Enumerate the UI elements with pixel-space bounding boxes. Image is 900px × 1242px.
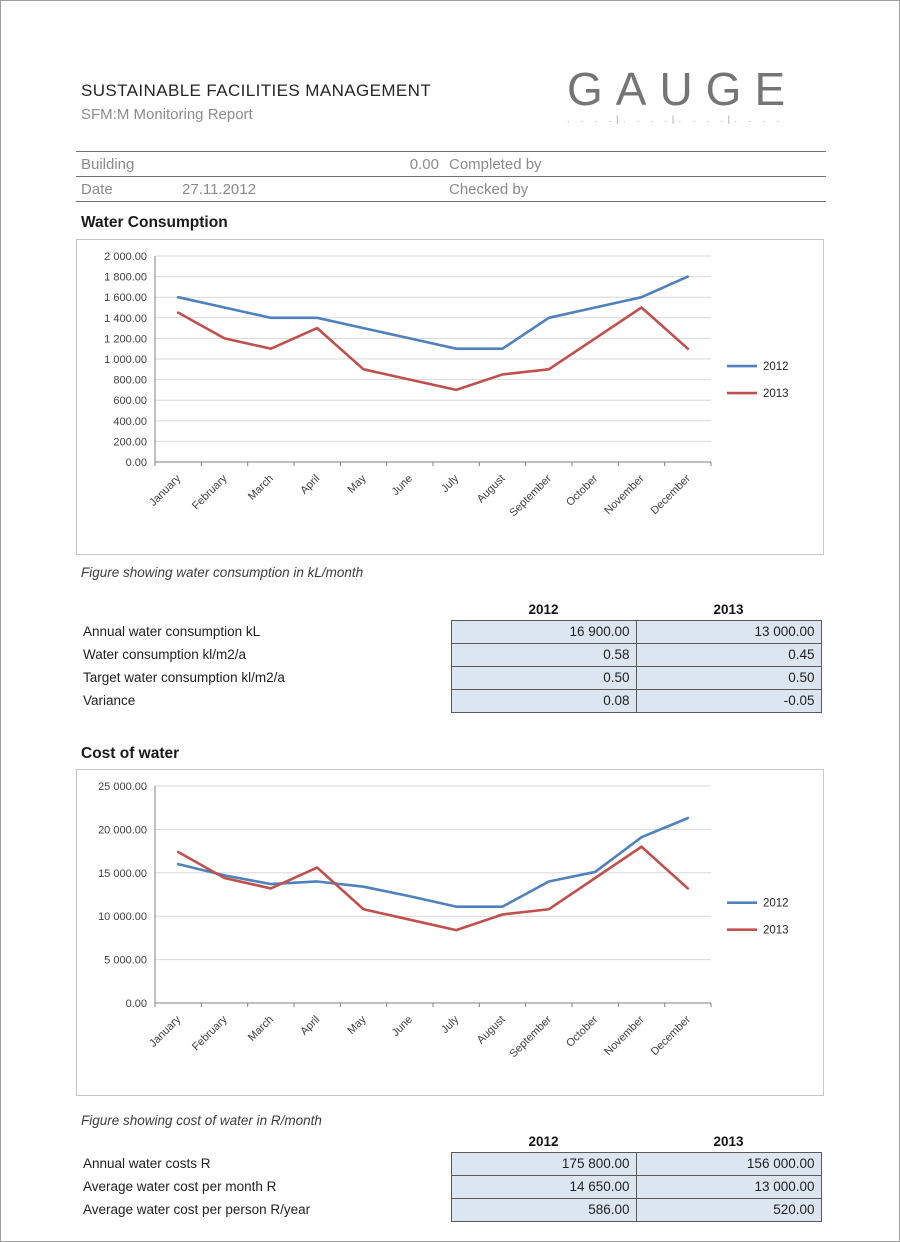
legend-label: 2012 xyxy=(763,897,789,910)
y-tick-label: 2 000.00 xyxy=(104,251,147,263)
column-header-empty xyxy=(81,599,451,620)
x-category-label: February xyxy=(190,1013,230,1054)
chart-canvas xyxy=(77,240,823,554)
date-label: Date xyxy=(81,180,113,198)
y-tick-label: 1 200.00 xyxy=(104,333,147,346)
y-tick-label: 1 000.00 xyxy=(104,354,147,366)
value-cell: 156 000.00 xyxy=(636,1152,821,1175)
x-category-label: June xyxy=(389,1013,415,1039)
x-category-label: August xyxy=(474,1013,508,1047)
row-label: Target water consumption kl/m2/a xyxy=(83,670,285,685)
info-row-date xyxy=(76,177,826,202)
table-header-row xyxy=(81,1131,821,1152)
value-cell: 13 000.00 xyxy=(636,1175,821,1198)
x-category-label: November xyxy=(602,1013,647,1059)
x-category-label: December xyxy=(648,472,693,518)
table-row xyxy=(81,1175,821,1198)
x-category-label: November xyxy=(602,472,647,518)
value-cell: 520.00 xyxy=(636,1198,821,1221)
value-cell: 13 000.00 xyxy=(636,620,821,643)
y-tick-label: 20 000.00 xyxy=(98,824,147,837)
x-category-label: October xyxy=(564,472,601,509)
value-cell: 0.45 xyxy=(636,643,821,666)
column-header-year: 2013 xyxy=(713,601,744,617)
building-value: 0.00 xyxy=(409,155,439,173)
y-tick-label: 400.00 xyxy=(113,415,147,428)
x-category-label: April xyxy=(298,1013,323,1038)
column-header-year: 2013 xyxy=(713,1133,744,1149)
water-consumption-summary-table xyxy=(81,599,822,713)
y-tick-label: 0.00 xyxy=(125,998,147,1010)
row-label: Annual water consumption kL xyxy=(83,624,261,639)
row-label: Average water cost per person R/year xyxy=(83,1202,311,1217)
checked-by-label: Checked by xyxy=(449,180,529,198)
y-tick-label: 10 000.00 xyxy=(98,911,147,924)
info-row-building xyxy=(76,152,826,177)
x-category-label: October xyxy=(564,1013,601,1050)
y-tick-label: 25 000.00 xyxy=(98,781,147,793)
row-label: Annual water costs R xyxy=(83,1156,211,1171)
report-info-table xyxy=(76,151,826,202)
row-label: Average water cost per month R xyxy=(83,1179,277,1194)
value-cell: 14 650.00 xyxy=(451,1175,636,1198)
cost-of-water-caption: Figure showing cost of water in R/month xyxy=(81,1113,322,1128)
x-category-label: August xyxy=(474,472,508,506)
y-tick-label: 200.00 xyxy=(113,436,147,449)
water-consumption-chart xyxy=(76,239,824,555)
y-tick-label: 1 800.00 xyxy=(104,271,147,284)
value-cell: 586.00 xyxy=(451,1198,636,1221)
value-cell: 16 900.00 xyxy=(451,620,636,643)
row-label: Variance xyxy=(83,693,136,708)
report-title: SUSTAINABLE FACILITIES MANAGEMENT xyxy=(81,81,432,100)
y-tick-label: 0.00 xyxy=(125,457,147,469)
table-row xyxy=(81,689,821,712)
x-category-label: January xyxy=(147,472,184,509)
cost-of-water-summary-table xyxy=(81,1131,822,1222)
x-category-label: March xyxy=(245,1013,276,1044)
section-title-cost-of-water: Cost of water xyxy=(81,745,180,762)
water-consumption-caption: Figure showing water consumption in kL/month xyxy=(81,565,364,580)
value-cell: -0.05 xyxy=(636,689,821,712)
gauge-logo-text: GAUGE xyxy=(567,63,799,115)
column-header-year: 2012 xyxy=(528,601,559,617)
cost-of-water-chart xyxy=(76,769,824,1096)
completed-by-label: Completed by xyxy=(449,155,542,173)
x-category-label: June xyxy=(389,472,415,498)
y-tick-label: 600.00 xyxy=(113,395,147,408)
value-cell: 0.50 xyxy=(636,666,821,689)
date-value: 27.11.2012 xyxy=(182,180,256,198)
x-category-label: May xyxy=(345,1013,369,1037)
series-line-2013 xyxy=(178,308,688,390)
y-tick-label: 1 400.00 xyxy=(104,312,147,325)
y-tick-label: 1 600.00 xyxy=(104,292,147,305)
legend-label: 2013 xyxy=(763,388,789,401)
gauge-logo xyxy=(567,65,827,124)
x-category-label: September xyxy=(507,472,554,520)
legend-label: 2013 xyxy=(763,924,789,937)
table-row xyxy=(81,666,821,689)
x-category-label: December xyxy=(648,1013,693,1059)
table-row xyxy=(81,1152,821,1175)
legend-label: 2012 xyxy=(763,361,789,374)
x-category-label: May xyxy=(345,472,369,496)
table-row xyxy=(81,1198,821,1221)
building-label: Building xyxy=(81,155,135,173)
column-header-year: 2012 xyxy=(528,1133,559,1149)
x-category-label: September xyxy=(507,1013,554,1061)
report-subtitle: SFM:M Monitoring Report xyxy=(81,106,253,123)
x-category-label: April xyxy=(298,472,323,497)
y-tick-label: 5 000.00 xyxy=(104,954,147,967)
table-row xyxy=(81,620,821,643)
value-cell: 175 800.00 xyxy=(451,1152,636,1175)
x-category-label: February xyxy=(190,472,230,513)
series-line-2012 xyxy=(178,818,688,907)
row-label: Water consumption kl/m2/a xyxy=(83,647,247,662)
series-line-2012 xyxy=(178,277,688,349)
chart-canvas xyxy=(77,770,823,1095)
column-header-empty xyxy=(81,1131,451,1152)
table-row xyxy=(81,643,821,666)
x-category-label: July xyxy=(438,472,462,495)
x-category-label: July xyxy=(438,1013,462,1036)
y-tick-label: 15 000.00 xyxy=(98,867,147,880)
x-category-label: January xyxy=(147,1013,184,1050)
section-title-water-consumption: Water Consumption xyxy=(81,214,228,231)
value-cell: 0.08 xyxy=(451,689,636,712)
x-category-label: March xyxy=(245,472,276,503)
y-tick-label: 800.00 xyxy=(113,374,147,387)
value-cell: 0.50 xyxy=(451,666,636,689)
table-header-row xyxy=(81,599,821,620)
value-cell: 0.58 xyxy=(451,643,636,666)
gauge-logo-ruler-icon: . . . .|. . . .|. . . .|. . . . xyxy=(567,114,784,125)
